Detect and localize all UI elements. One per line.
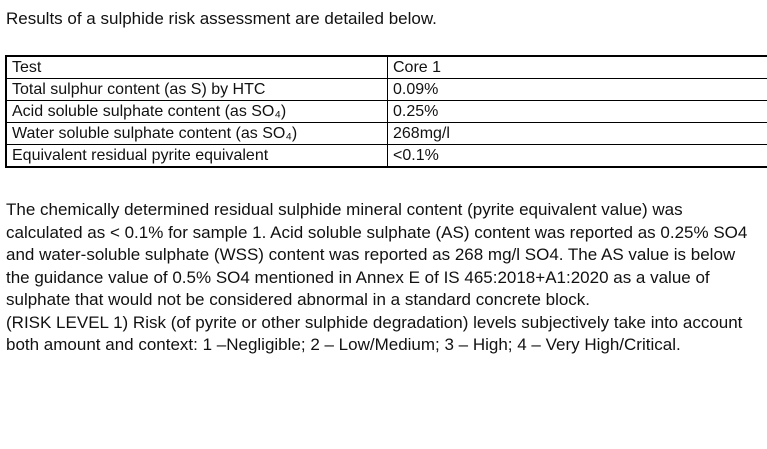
intro-text: Results of a sulphide risk assessment are detailed below. bbox=[6, 9, 437, 28]
header-cell-core-1: Core 1 bbox=[388, 56, 767, 79]
table-cell-test: Total sulphur content (as S) by HTC bbox=[6, 79, 388, 101]
table-cell-value: 268mg/l bbox=[388, 123, 767, 145]
header-cell-test: Test bbox=[6, 56, 388, 79]
risk-level-paragraph: (RISK LEVEL 1) Risk (of pyrite or other sulphide degradation) levels subjectively take into account both amount and context: 1 –Negligible; 2 – Low/Medium; 3 – High; 4 – Very High/Critical. bbox=[6, 312, 743, 354]
table-cell-test: Equivalent residual pyrite equivalent bbox=[6, 145, 388, 168]
table-cell-value: <0.1% bbox=[388, 145, 767, 168]
table-cell-value: 0.25% bbox=[388, 101, 767, 123]
assessment-description bbox=[6, 199, 762, 357]
table-cell-test: Acid soluble sulphate content (as SO₄) bbox=[6, 101, 388, 123]
results-table bbox=[5, 55, 767, 168]
table-cell-test: Water soluble sulphate content (as SO₄) bbox=[6, 123, 388, 145]
table-cell-value: 0.09% bbox=[388, 79, 767, 101]
table-row bbox=[6, 123, 767, 145]
table-header-row bbox=[6, 56, 767, 79]
table-row bbox=[6, 79, 767, 101]
table-row bbox=[6, 101, 767, 123]
findings-paragraph: The chemically determined residual sulphide mineral content (pyrite equivalent value) was calculated as < 0.1% for sample 1. Acid soluble sulphate (AS) content was reported as 0.25% SO4 and water-soluble sulphate (WSS) content was reported as 268 mg/l SO4. The AS value is below the guidance value of 0.5% SO4 mentioned in Annex E of IS 465:2018+A1:2020 as a value of sulphate that would not be considered abnormal in a standard concrete block. bbox=[6, 200, 748, 309]
table-row bbox=[6, 145, 767, 168]
